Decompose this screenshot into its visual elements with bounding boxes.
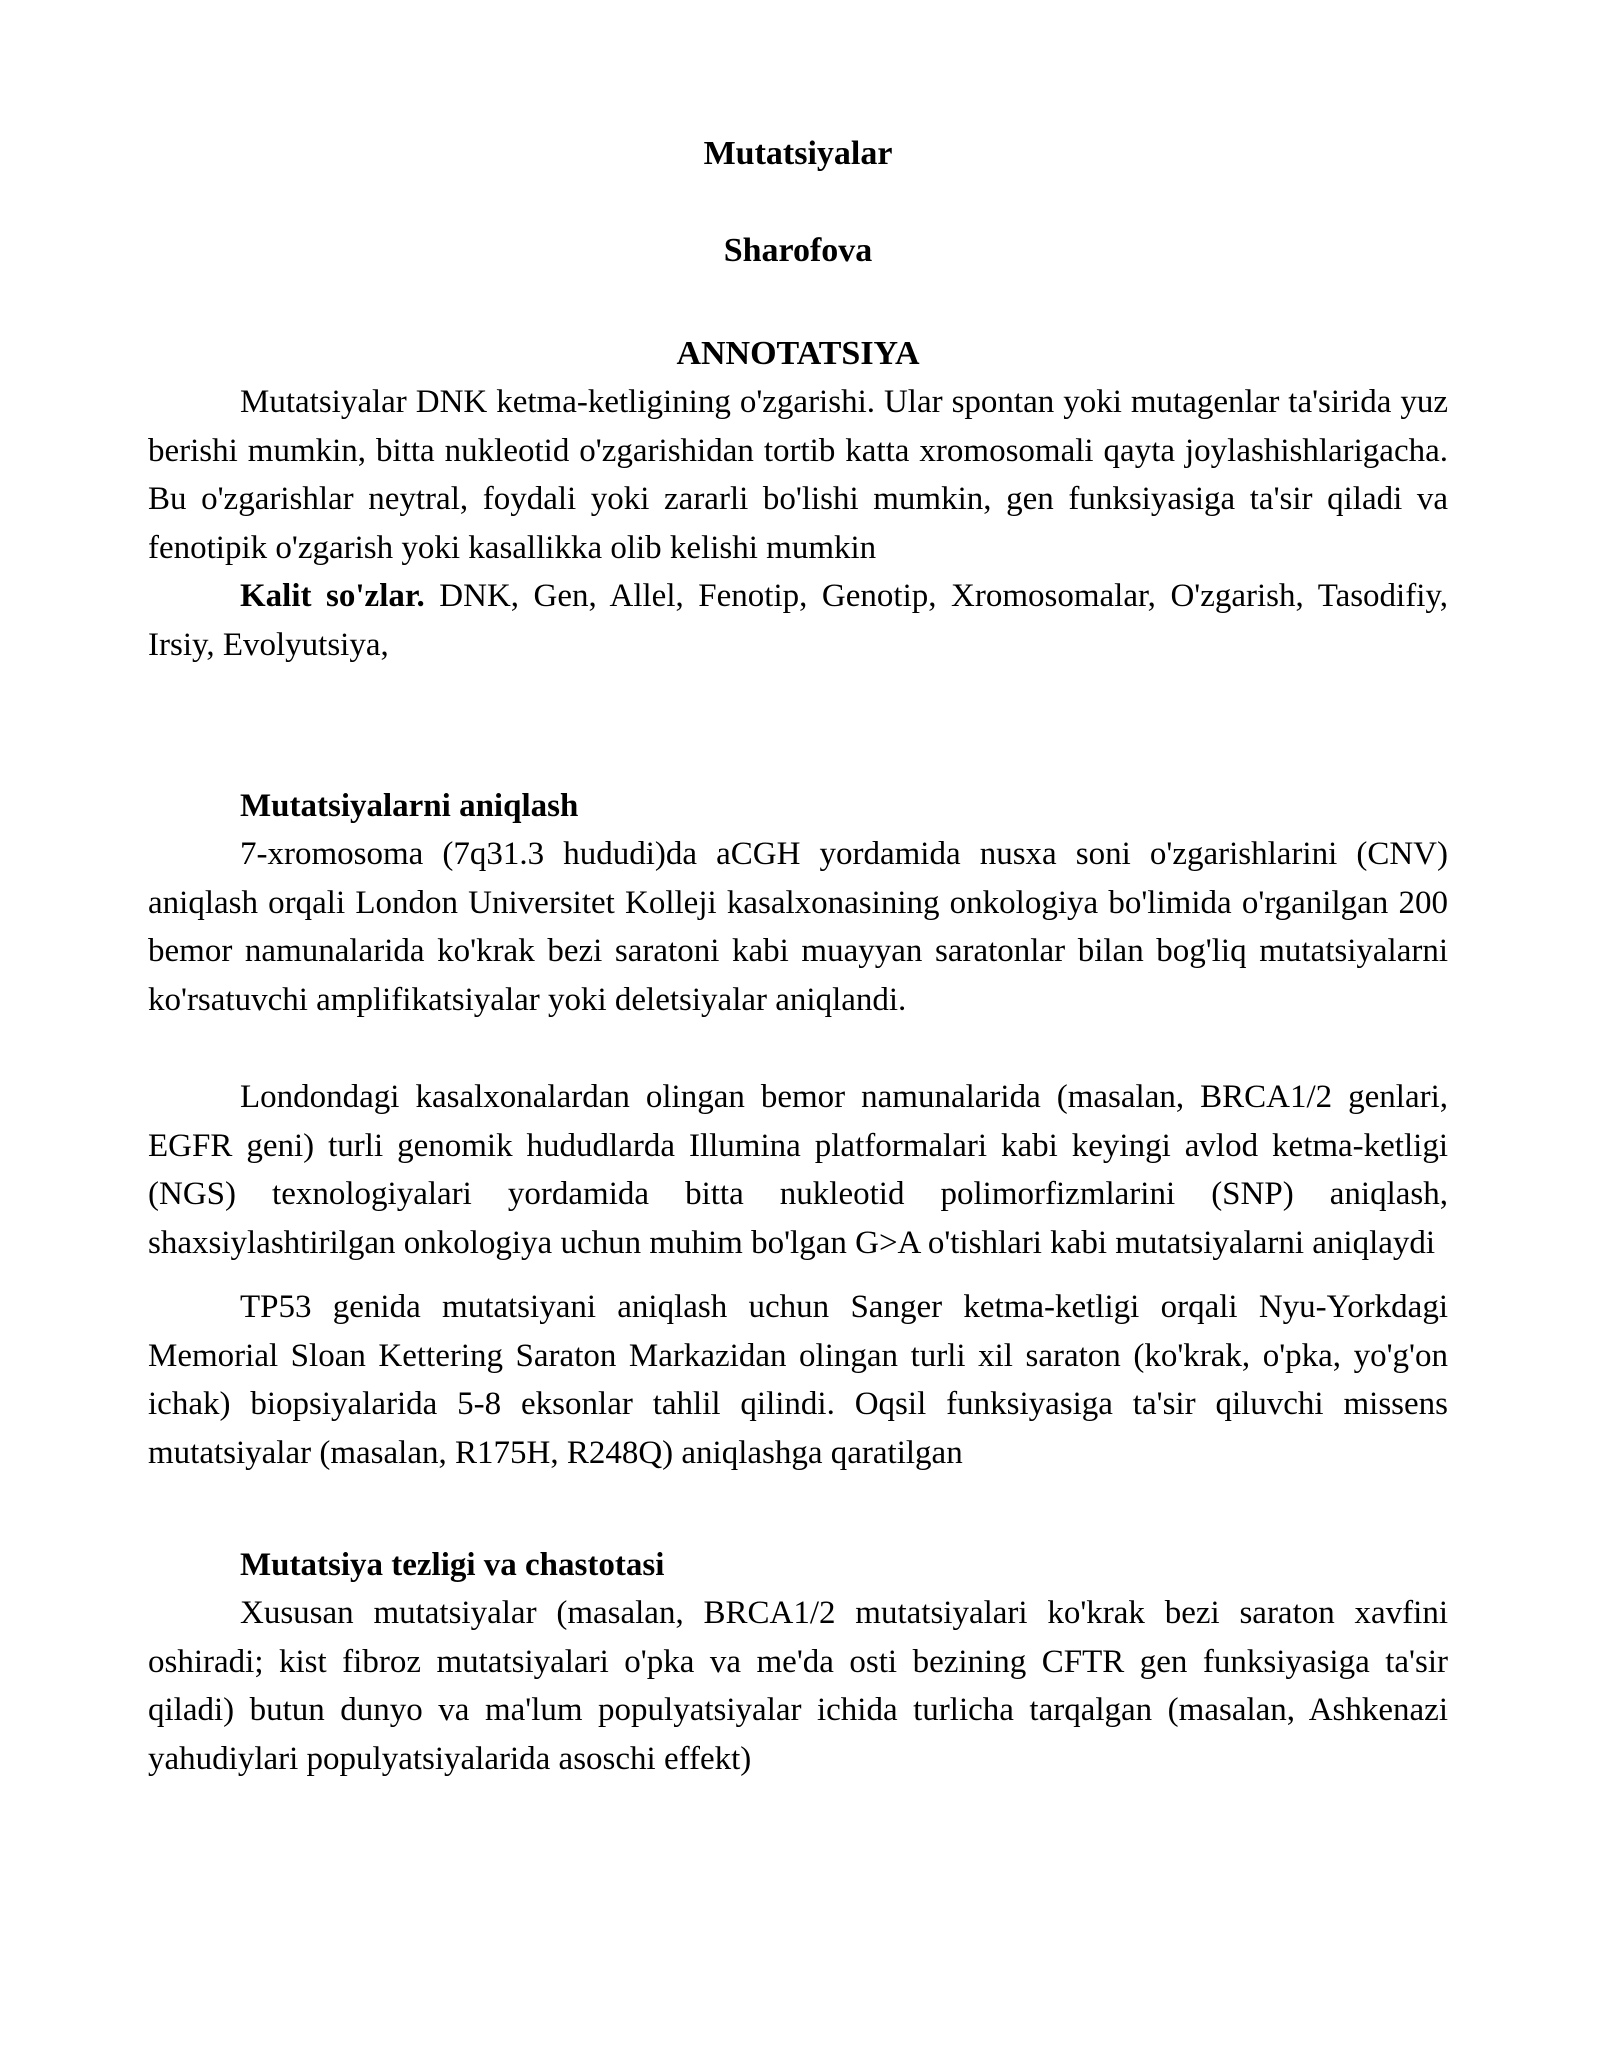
section-paragraph: Londondagi kasalxonalardan olingan bemor namunalarida (masalan, BRCA1/2 genlari, EGFR geni) turli genomik hududlarda Illumina platformalari kabi keyingi avlod ketma-ketligi (NGS) texnologiyalari yordamida bitta nukleotid polimorfizmlarini (SNP) aniqlash, shaxsiylashtirilgan onkologiya uchun muhim bo'lgan G>A o'tishlari kabi mutatsiyalarni aniqlaydi bbox=[148, 1079, 1448, 1261]
keywords-list: DNK, Gen, Allel, Fenotip, Genotip, Xromosomalar, O'zgarish, Tasodifiy, Irsiy, Evolyutsiya, bbox=[148, 578, 1448, 663]
section-heading: Mutatsiya tezligi va chastotasi bbox=[240, 1547, 665, 1583]
keywords-paragraph bbox=[148, 572, 1448, 669]
document-title: Mutatsiyalar bbox=[703, 135, 893, 172]
author-name: Sharofova bbox=[723, 232, 873, 269]
document-page bbox=[148, 0, 1448, 1783]
section-paragraph: TP53 genida mutatsiyani aniqlash uchun Sanger ketma-ketligi orqali Nyu-Yorkdagi Memorial Sloan Kettering Saraton Markazidan olingan turli xil saraton (ko'krak, o'pka, yo'g'on ichak) biopsiyalarida 5-8 eksonlar tahlil qilindi. Oqsil funksiyasiga ta'sir qiluvchi missens mutatsiyalar (masalan, R175H, R248Q) aniqlashga qaratilgan bbox=[148, 1289, 1448, 1471]
abstract-paragraph: Mutatsiyalar DNK ketma-ketligining o'zgarishi. Ular spontan yoki mutagenlar ta'sirida yuz berishi mumkin, bitta nukleotid o'zgarishidan tortib katta xromosomali qayta joylashishlarigacha. Bu o'zgarishlar neytral, foydali yoki zararli bo'lishi mumkin, gen funksiyasiga ta'sir qiladi va fenotipik o'zgarish yoki kasallikka olib kelishi mumkin bbox=[148, 384, 1448, 566]
abstract-heading: ANNOTATSIYA bbox=[676, 335, 920, 372]
section-paragraph: 7-xromosoma (7q31.3 hududi)da aCGH yordamida nusxa soni o'zgarishlarini (CNV) aniqlash orqali London Universitet Kolleji kasalxonasining onkologiya bo'limida o'rganilgan 200 bemor namunalarida ko'krak bezi saratoni kabi muayyan saratonlar bilan bog'liq mutatsiyalarni ko'rsatuvchi amplifikatsiyalar yoki deletsiyalar aniqlandi. bbox=[148, 836, 1448, 1018]
section-paragraph: Xususan mutatsiyalar (masalan, BRCA1/2 mutatsiyalari ko'krak bezi saraton xavfini oshiradi; kist fibroz mutatsiyalari o'pka va me'da osti bezining CFTR gen funksiyasiga ta'sir qiladi) butun dunyo va ma'lum populyatsiyalar ichida turlicha tarqalgan (masalan, Ashkenazi yahudiylari populyatsiyalarida asoschi effekt) bbox=[148, 1595, 1448, 1777]
keywords-label: Kalit so'zlar. bbox=[240, 578, 425, 614]
section-heading: Mutatsiyalarni aniqlash bbox=[240, 788, 579, 824]
